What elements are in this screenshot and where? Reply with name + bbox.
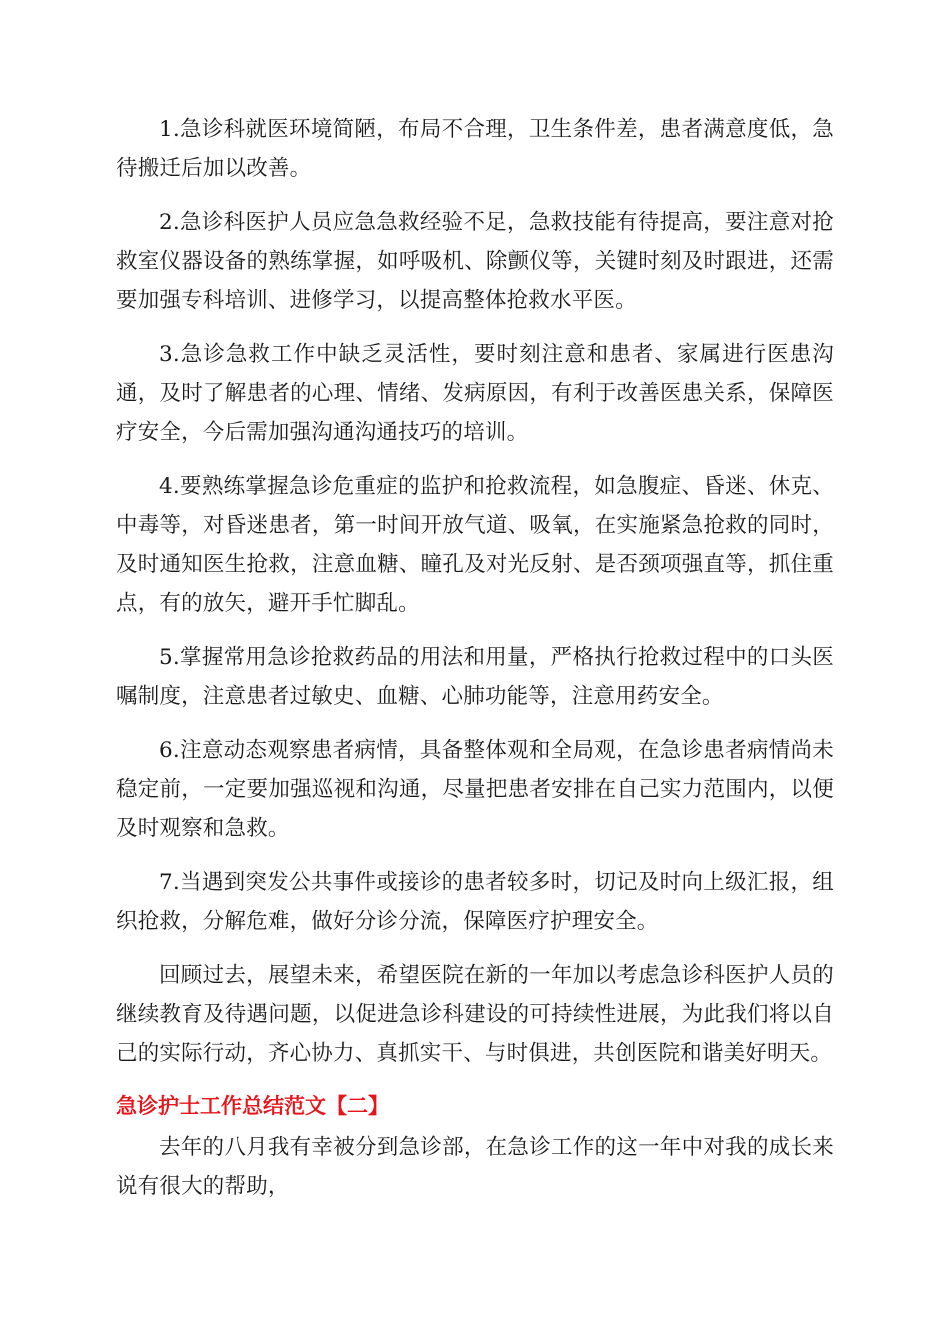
paragraph-section-intro: 去年的八月我有幸被分到急诊部，在急诊工作的这一年中对我的成长来说有很大的帮助， bbox=[116, 1135, 834, 1199]
paragraph-item-2: 2.急诊科医护人员应急急救经验不足，急救技能有待提高，要注意对抢救室仪器设备的熟练掌握，如呼吸机、除颤仪等，关键时刻及时跟进，还需要加强专科培训、进修学习，以提高整体抢救水平医。 bbox=[116, 210, 834, 313]
paragraph-item-6: 6.注意动态观察患者病情，具备整体观和全局观，在急诊患者病情尚未稳定前，一定要加强巡视和沟通，尽量把患者安排在自己实力范围内，以便及时观察和急救。 bbox=[116, 738, 834, 841]
paragraph-item-1: 1.急诊科就医环境简陋，布局不合理，卫生条件差，患者满意度低，急待搬迁后加以改善。 bbox=[116, 117, 834, 181]
paragraph-item-4: 4.要熟练掌握急诊危重症的监护和抢救流程，如急腹症、昏迷、休克、中毒等，对昏迷患者，第一时间开放气道、吸氧，在实施紧急抢救的同时，及时通知医生抢救，注意血糖、瞳孔及对光反射、是否颈项强直等，抓住重点，有的放矢，避开手忙脚乱。 bbox=[116, 474, 834, 616]
section-heading: 急诊护士工作总结范文【二】 bbox=[116, 1094, 389, 1118]
paragraph-conclusion: 回顾过去，展望未来，希望医院在新的一年加以考虑急诊科医护人员的继续教育及待遇问题，以促进急诊科建设的可持续性进展，为此我们将以自己的实际行动，齐心协力、真抓实干、与时俱进，共创医院和谐美好明天。 bbox=[116, 963, 834, 1066]
paragraph-item-3: 3.急诊急救工作中缺乏灵活性，要时刻注意和患者、家属进行医患沟通，及时了解患者的心理、情绪、发病原因，有利于改善医患关系，保障医疗安全，今后需加强沟通沟通技巧的培训。 bbox=[116, 342, 834, 445]
document-body bbox=[116, 110, 834, 1221]
paragraph-item-7: 7.当遇到突发公共事件或接诊的患者较多时，切记及时向上级汇报，组织抢救，分解危难，做好分诊分流，保障医疗护理安全。 bbox=[116, 870, 834, 934]
paragraph-item-5: 5.掌握常用急诊抢救药品的用法和用量，严格执行抢救过程中的口头医嘱制度，注意患者过敏史、血糖、心肺功能等，注意用药安全。 bbox=[116, 645, 834, 709]
